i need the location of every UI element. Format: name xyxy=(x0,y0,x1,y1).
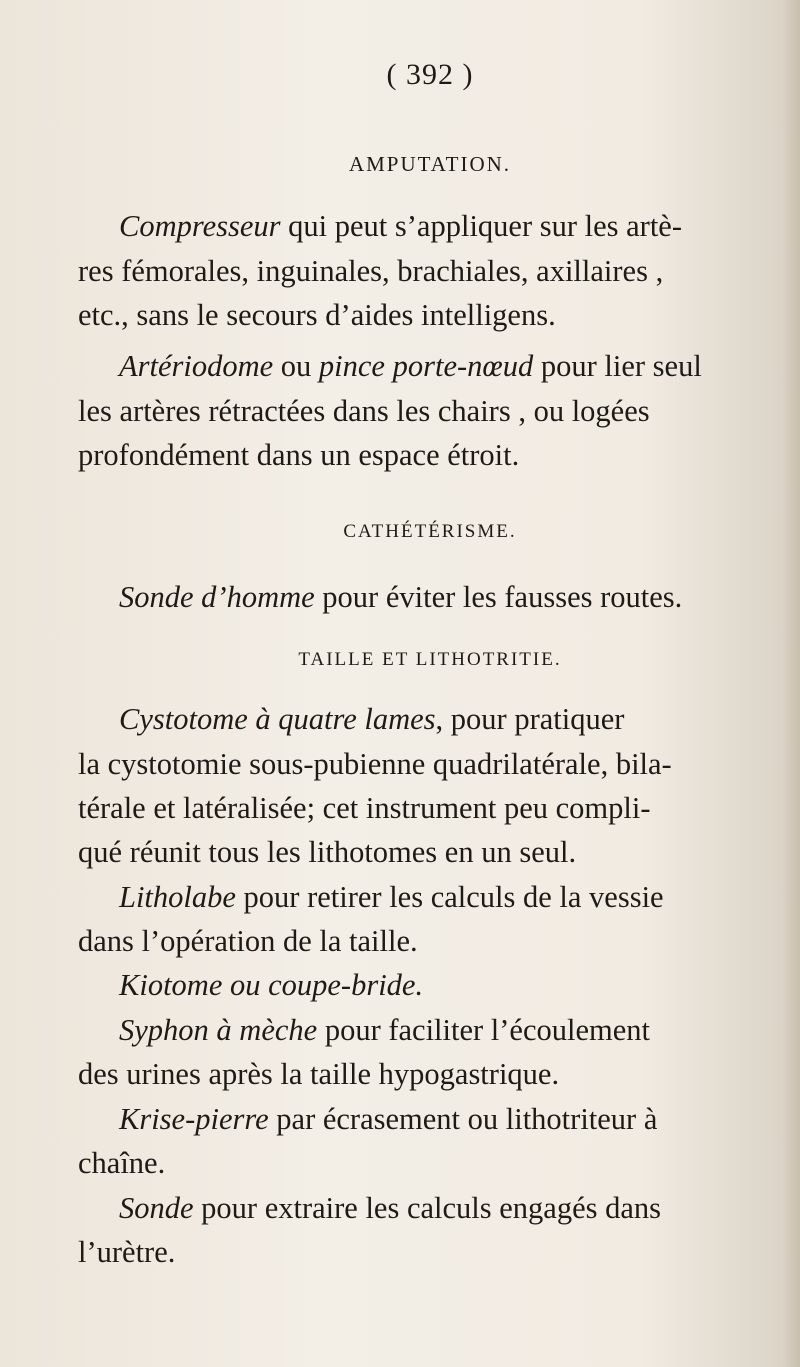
term: Cystotome à quatre lames xyxy=(119,702,436,736)
text-line: térale et latéralisée; cet instrument peu compli- xyxy=(78,791,651,825)
text-line xyxy=(119,1010,650,1050)
text: pour lier seul xyxy=(533,349,702,383)
text-line: chaîne. xyxy=(78,1146,166,1180)
text: pour extraire les calculs engagés dans xyxy=(193,1191,662,1225)
term: pince porte-nœud xyxy=(318,349,534,383)
text-line: l’urètre. xyxy=(78,1235,176,1269)
text: pour éviter les fausses routes. xyxy=(314,580,683,614)
text: par écrasement ou lithotriteur à xyxy=(268,1102,658,1136)
text-line: des urines après la taille hypogastrique. xyxy=(78,1057,560,1091)
text-line: la cystotomie sous-pubienne quadrilatérale, bila- xyxy=(78,747,672,781)
term: Syphon à mèche xyxy=(119,1013,318,1047)
text-line xyxy=(119,877,664,917)
text-line xyxy=(119,346,702,386)
text-line xyxy=(119,577,682,617)
text-line xyxy=(119,1099,657,1139)
text-line: profondément dans un espace étroit. xyxy=(78,438,520,472)
text-line xyxy=(119,699,624,739)
text: qui peut s’appliquer sur les artè- xyxy=(280,209,683,243)
text: ou xyxy=(273,349,319,383)
text-line: etc., sans le secours d’aides intelligens. xyxy=(78,298,556,332)
term: Litholabe xyxy=(119,880,236,914)
section-heading: TAILLE ET LITHOTRITIE. xyxy=(298,649,562,670)
text: , pour pratiquer xyxy=(435,702,625,736)
text-line xyxy=(119,965,423,1005)
text: pour faciliter l’écoulement xyxy=(317,1013,650,1047)
page-number: ( 392 ) xyxy=(386,58,474,91)
running-head: AMPUTATION. xyxy=(348,152,512,176)
term: Kiotome ou coupe-bride. xyxy=(119,968,424,1002)
term: Compresseur xyxy=(119,209,281,243)
text-line xyxy=(119,1188,661,1228)
text: pour retirer les calculs de la vessie xyxy=(235,880,664,914)
term: Sonde xyxy=(119,1191,194,1225)
term: Krise-pierre xyxy=(119,1102,269,1136)
page-edge-shadow xyxy=(782,0,800,1367)
section-heading: CATHÉTÉRISME. xyxy=(343,521,517,542)
term: Sonde d’homme xyxy=(119,580,315,614)
term: Artériodome xyxy=(119,349,274,383)
text-line xyxy=(119,206,682,246)
text-line: res fémorales, inguinales, brachiales, axillaires , xyxy=(78,254,664,288)
text-line: qué réunit tous les lithotomes en un seul. xyxy=(78,835,577,869)
text-line: dans l’opération de la taille. xyxy=(78,924,418,958)
text-line: les artères rétractées dans les chairs , ou logées xyxy=(78,394,650,428)
